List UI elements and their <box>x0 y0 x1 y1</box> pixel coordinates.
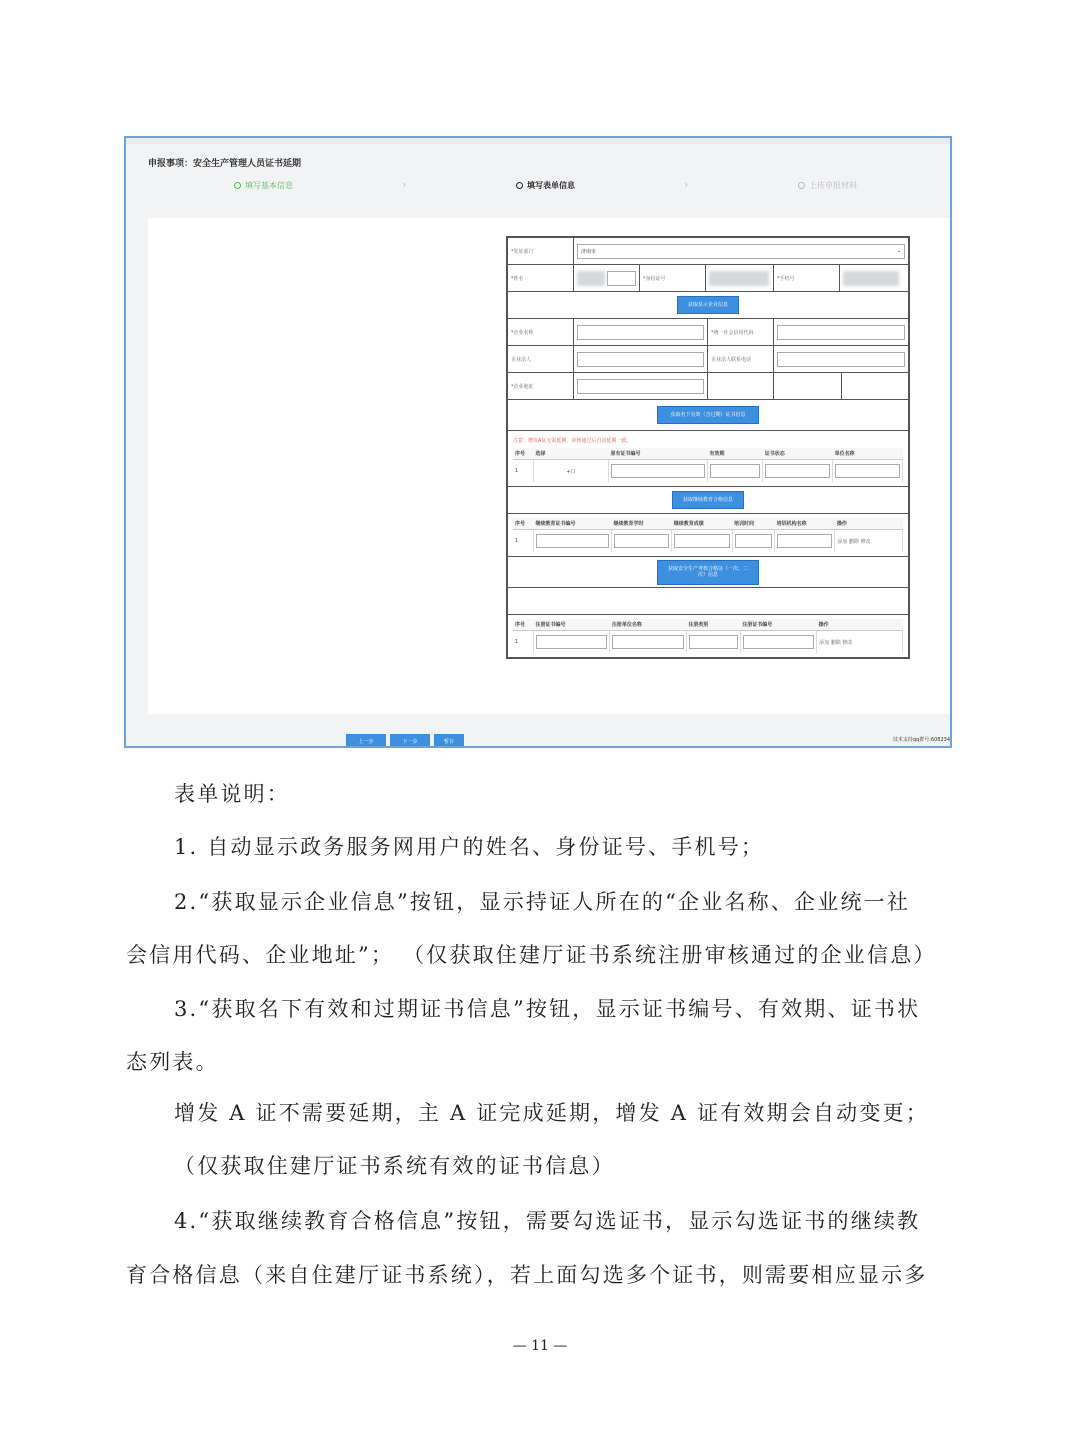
note-2-line-1: 2.“获取显示企业信息”按钮，显示持证人所在的“企业名称、企业统一社 <box>174 890 911 914</box>
row-number: 1 <box>513 460 534 483</box>
safety-section <box>508 615 908 657</box>
row-checkbox[interactable]: +口 <box>534 460 609 483</box>
legal-label: 企业法人 <box>508 346 574 372</box>
company-name-input[interactable] <box>577 325 704 340</box>
dept-select[interactable] <box>577 244 905 259</box>
col-header: 单位名称 <box>833 448 903 460</box>
company-row <box>508 319 908 346</box>
note-3-scope: （仅获取住建厅证书系统有效的证书信息） <box>174 1154 615 1178</box>
col-header: 选择 <box>534 448 609 460</box>
edu-hours-cell <box>611 530 671 553</box>
address-cell <box>574 373 708 399</box>
table-row <box>513 530 903 553</box>
edu-score-cell <box>672 530 732 553</box>
tech-support: 技术支持qq群号:608234 <box>892 737 950 743</box>
table-header-row <box>513 619 903 631</box>
edu-time-input[interactable] <box>735 534 773 548</box>
table-header-row <box>513 518 903 530</box>
col-header: 继续教育成绩 <box>672 518 732 530</box>
col-header: 培训时间 <box>732 518 775 530</box>
get-company-button[interactable]: 获取显示企业信息 <box>677 296 739 315</box>
col-header: 证书状态 <box>763 448 833 460</box>
col-header: 继续教育学时 <box>611 518 671 530</box>
cert-btn-row <box>508 400 908 431</box>
reg-unit-input[interactable] <box>612 635 683 649</box>
step-1-label: 填写基本信息 <box>245 181 293 190</box>
cert-notice: 注意：增发A证无需延期，审核通过后自动延期一致。 <box>513 438 632 444</box>
cert-no-cell <box>609 460 708 483</box>
step-indicator <box>126 180 950 194</box>
reg-type-cell <box>686 631 740 654</box>
col-header: 序号 <box>513 448 534 460</box>
note-4-line-1: 4.“获取继续教育合格信息”按钮，需要勾选证书，显示勾选证书的继续教 <box>174 1209 921 1233</box>
check-circle-icon <box>234 182 241 189</box>
table-row <box>513 460 903 483</box>
name-input-box <box>607 271 637 286</box>
cert-no-input[interactable] <box>611 464 705 478</box>
col-header: 原有证书编号 <box>609 448 708 460</box>
col-header: 序号 <box>513 619 534 631</box>
dept-cell <box>574 238 908 264</box>
reg-cert-cell <box>534 631 610 654</box>
edu-cert-cell <box>534 530 612 553</box>
row-number: 1 <box>513 530 534 553</box>
circle-icon <box>516 182 523 189</box>
name-label: *姓名 <box>508 265 574 291</box>
phone-field[interactable] <box>840 265 908 291</box>
legal-phone-input[interactable] <box>777 352 905 367</box>
company-name-label: *企业名称 <box>508 319 574 345</box>
legal-phone-cell <box>774 346 908 372</box>
step-3[interactable] <box>798 180 857 191</box>
dept-value: 济南市 <box>581 248 597 255</box>
unit-cell <box>833 460 903 483</box>
legal-row <box>508 346 908 373</box>
id-label: *身份证号 <box>640 265 706 291</box>
footer-buttons <box>346 734 464 748</box>
cert-table <box>513 448 903 482</box>
address-row <box>508 373 908 400</box>
edu-time-cell <box>732 530 775 553</box>
col-header: 注册单位名称 <box>610 619 686 631</box>
step-1[interactable] <box>234 180 293 191</box>
note-3-line-2: 态列表。 <box>126 1050 219 1074</box>
get-safety-button[interactable]: 获取安全生产考核合格证（一次、二次）信息 <box>657 560 759 585</box>
address-input[interactable] <box>577 379 704 394</box>
reg-cert2-cell <box>740 631 816 654</box>
top-strip <box>126 138 950 144</box>
edu-hours-input[interactable] <box>614 534 669 548</box>
col-header: 继续教育证书编号 <box>534 518 612 530</box>
get-edu-button[interactable]: 获取继续教育合格信息 <box>672 491 744 510</box>
validity-input[interactable] <box>710 464 760 478</box>
col-header: 注册类别 <box>686 619 740 631</box>
phone-blurred <box>843 271 899 286</box>
form-note-heading: 表单说明： <box>174 782 290 806</box>
edu-btn-row <box>508 487 908 514</box>
note-1: 1. 自动显示政务服务网用户的姓名、身份证号、手机号； <box>174 835 765 859</box>
credit-code-cell <box>774 319 908 345</box>
col-header: 操作 <box>835 518 903 530</box>
empty-row <box>508 588 908 615</box>
legal-phone-label: 企业法人联系电话 <box>708 346 774 372</box>
dept-row <box>508 238 908 265</box>
edu-org-cell <box>775 530 835 553</box>
col-header: 注册证书编号 <box>740 619 816 631</box>
page-number: — 11 — <box>512 1338 568 1354</box>
col-header: 序号 <box>513 518 534 530</box>
save-button[interactable]: 暂存 <box>434 734 464 748</box>
company-name-cell <box>574 319 708 345</box>
get-cert-button[interactable]: 获取名下有效（含过期）证书信息 <box>657 406 759 425</box>
circle-icon <box>798 182 805 189</box>
validity-cell <box>707 460 762 483</box>
step-2-label: 填写表单信息 <box>527 181 575 190</box>
empty-cell <box>842 373 908 399</box>
row-actions[interactable]: 添加 删除 修改 <box>817 631 903 654</box>
credit-code-input[interactable] <box>777 325 905 340</box>
cert-section <box>508 431 908 487</box>
next-button[interactable]: 下一步 <box>390 734 430 748</box>
safety-btn-row <box>508 557 908 588</box>
id-blurred <box>709 271 769 286</box>
col-header: 操作 <box>817 619 903 631</box>
row-actions[interactable]: 添加 删除 修改 <box>835 530 903 553</box>
col-header: 注册证书编号 <box>534 619 610 631</box>
reg-cert-input[interactable] <box>536 635 607 649</box>
chevron-right-icon: › <box>684 178 689 191</box>
dept-label: *发证部门 <box>508 238 574 264</box>
credit-code-label: *统一社会信用代码 <box>708 319 774 345</box>
status-cell <box>763 460 833 483</box>
edu-cert-input[interactable] <box>536 534 609 548</box>
status-input[interactable] <box>765 464 830 478</box>
step-2[interactable] <box>516 180 575 191</box>
name-blurred <box>577 271 605 286</box>
embedded-screenshot <box>124 136 952 748</box>
edu-org-input[interactable] <box>777 534 832 548</box>
unit-input[interactable] <box>835 464 900 478</box>
table-header-row <box>513 448 903 460</box>
legal-cell <box>574 346 708 372</box>
edu-score-input[interactable] <box>674 534 729 548</box>
empty-cell <box>774 373 842 399</box>
identity-row <box>508 265 908 292</box>
note-3-extra: 增发 A 证不需要延期，主 A 证完成延期，增发 A 证有效期会自动变更； <box>174 1101 929 1125</box>
legal-input[interactable] <box>577 352 704 367</box>
reg-type-input[interactable] <box>689 635 738 649</box>
chevron-down-icon: ⌄ <box>896 248 901 254</box>
chevron-right-icon: › <box>402 178 407 191</box>
step-3-label: 上传申报材料 <box>809 181 857 190</box>
reg-cert2-input[interactable] <box>743 635 814 649</box>
content-panel <box>148 218 952 714</box>
note-2-line-2: 会信用代码、企业地址”； （仅获取住建厅证书系统注册审核通过的企业信息） <box>126 943 937 967</box>
note-4-line-2: 育合格信息（来自住建厅证书系统），若上面勾选多个证书，则需要相应显示多 <box>126 1263 928 1287</box>
application-form <box>506 236 910 659</box>
safety-table <box>513 619 903 653</box>
name-field[interactable] <box>574 265 640 291</box>
row-number: 1 <box>513 631 534 654</box>
col-header: 有效期 <box>707 448 762 460</box>
edu-table <box>513 518 903 552</box>
company-btn-row <box>508 292 908 319</box>
prev-button[interactable]: 上一步 <box>346 734 386 748</box>
edu-section <box>508 514 908 557</box>
address-label: *企业地址 <box>508 373 574 399</box>
col-header: 培训机构名称 <box>775 518 835 530</box>
phone-label: *手机号 <box>774 265 840 291</box>
empty-cell <box>708 373 774 399</box>
id-field[interactable] <box>706 265 774 291</box>
apply-title: 申报事项：安全生产管理人员证书延期 <box>148 159 302 169</box>
reg-unit-cell <box>610 631 686 654</box>
note-3-line-1: 3.“获取名下有效和过期证书信息”按钮，显示证书编号、有效期、证书状 <box>174 997 921 1021</box>
table-row <box>513 631 903 654</box>
